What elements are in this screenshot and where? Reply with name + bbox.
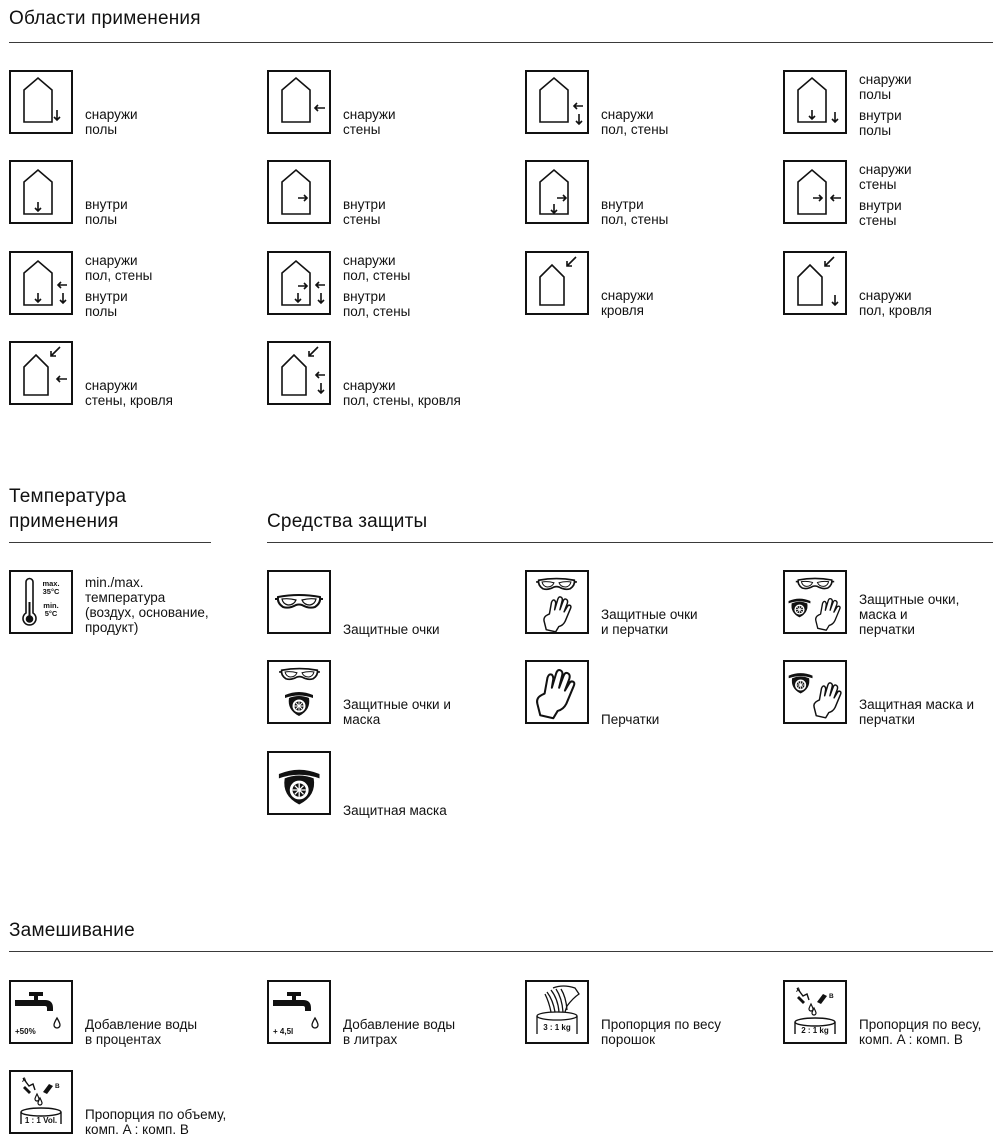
percent-badge: +50%: [15, 1027, 36, 1036]
water-tap-liters-icon: [267, 980, 331, 1044]
house-outside-floor-roof-icon: [783, 251, 847, 315]
protection-label: Перчатки: [601, 712, 660, 727]
liters-badge: + 4,5l: [273, 1027, 294, 1036]
protection-label: Защитная маска: [343, 803, 447, 818]
mixing-label: Пропорция по весу, комп. A : комп. B: [859, 1017, 982, 1047]
house-outside-wall-icon: [267, 70, 331, 134]
house-outside-inside-wall-icon: [783, 160, 847, 224]
components-weight-ratio-icon: [783, 980, 847, 1044]
component-b-label: B: [55, 1083, 60, 1090]
application-label: снаружи полы: [85, 107, 138, 137]
protective-mask-icon: [267, 751, 331, 815]
application-label: внутри полы: [85, 197, 128, 227]
house-outside-roof-icon: [525, 251, 589, 315]
component-a-label: A: [796, 987, 801, 994]
temp-max-label: max.: [42, 579, 60, 588]
section-title-protection: Средства защиты: [267, 511, 428, 532]
mixing-label: Добавление воды в процентах: [85, 1017, 198, 1047]
section-title-mixing: Замешивание: [9, 920, 135, 941]
weight-ratio-badge: 3 : 1 kg: [543, 1023, 571, 1032]
section-divider: [267, 542, 993, 543]
house-outside-floor-wall-roof-icon: [267, 341, 331, 405]
application-label: снаружи пол, стены внутри пол, стены: [343, 253, 411, 319]
house-outside-floor-wall-inside-floor-icon: [9, 251, 73, 315]
components-volume-ratio-icon: [9, 1070, 73, 1134]
section-divider: [9, 542, 211, 543]
application-label: внутри стены: [343, 197, 386, 227]
application-label: снаружи стены, кровля: [85, 378, 173, 408]
goggles-mask-icon: [267, 660, 331, 724]
section-title-temperature: Температура применения: [9, 486, 127, 532]
component-b-label: B: [829, 993, 834, 1000]
house-inside-wall-icon: [267, 160, 331, 224]
safety-goggles-icon: [267, 570, 331, 634]
component-a-label: A: [22, 1077, 27, 1084]
application-label: снаружи стены внутри стены: [859, 162, 912, 228]
protection-label: Защитная маска и перчатки: [859, 697, 975, 727]
mixing-label: Добавление воды в литрах: [343, 1017, 456, 1047]
temp-min-label: min.: [43, 601, 59, 610]
goggles-mask-gloves-icon: [783, 570, 847, 634]
gloves-icon: [525, 660, 589, 724]
application-label: снаружи кровля: [601, 288, 654, 318]
protection-label: Защитные очки и маска: [343, 697, 451, 727]
application-label: снаружи стены: [343, 107, 396, 137]
section-divider: [9, 42, 993, 43]
application-label: снаружи пол, стены: [601, 107, 669, 137]
thermometer-icon: [9, 570, 73, 634]
application-label: снаружи полы внутри полы: [859, 72, 912, 138]
temp-max-value: 35°C: [42, 587, 60, 596]
goggles-gloves-icon: [525, 570, 589, 634]
application-label: снаружи пол, кровля: [859, 288, 932, 318]
house-outside-inside-floor-icon: [783, 70, 847, 134]
protection-label: Защитные очки и перчатки: [601, 607, 698, 637]
application-label: снаружи пол, стены внутри полы: [85, 253, 153, 319]
application-label: снаружи пол, стены, кровля: [343, 378, 461, 408]
volume-ratio-badge: 1 : 1 Vol.: [24, 1116, 58, 1125]
mixing-label: Пропорция по объему, комп. A : комп. B: [85, 1107, 227, 1137]
house-inside-floor-wall-icon: [525, 160, 589, 224]
section-title-application-areas: Области применения: [9, 8, 201, 29]
water-tap-percent-icon: [9, 980, 73, 1044]
temperature-label: min./max. температура (воздух, основание, продукт): [85, 575, 209, 635]
application-label: внутри пол, стены: [601, 197, 669, 227]
mixing-label: Пропорция по весу порошок: [601, 1017, 721, 1047]
weight-ratio-badge: 2 : 1 kg: [801, 1026, 829, 1035]
temp-min-value: 5°C: [44, 609, 58, 618]
house-inside-floor-icon: [9, 160, 73, 224]
house-outside-inside-floor-wall-icon: [267, 251, 331, 315]
house-outside-wall-roof-icon: [9, 341, 73, 405]
mask-gloves-icon: [783, 660, 847, 724]
house-outside-floor-wall-icon: [525, 70, 589, 134]
protection-label: Защитные очки, маска и перчатки: [859, 592, 960, 637]
protection-label: Защитные очки: [343, 622, 440, 637]
powder-weight-ratio-icon: [525, 980, 589, 1044]
section-divider: [9, 951, 993, 952]
house-outside-floor-icon: [9, 70, 73, 134]
